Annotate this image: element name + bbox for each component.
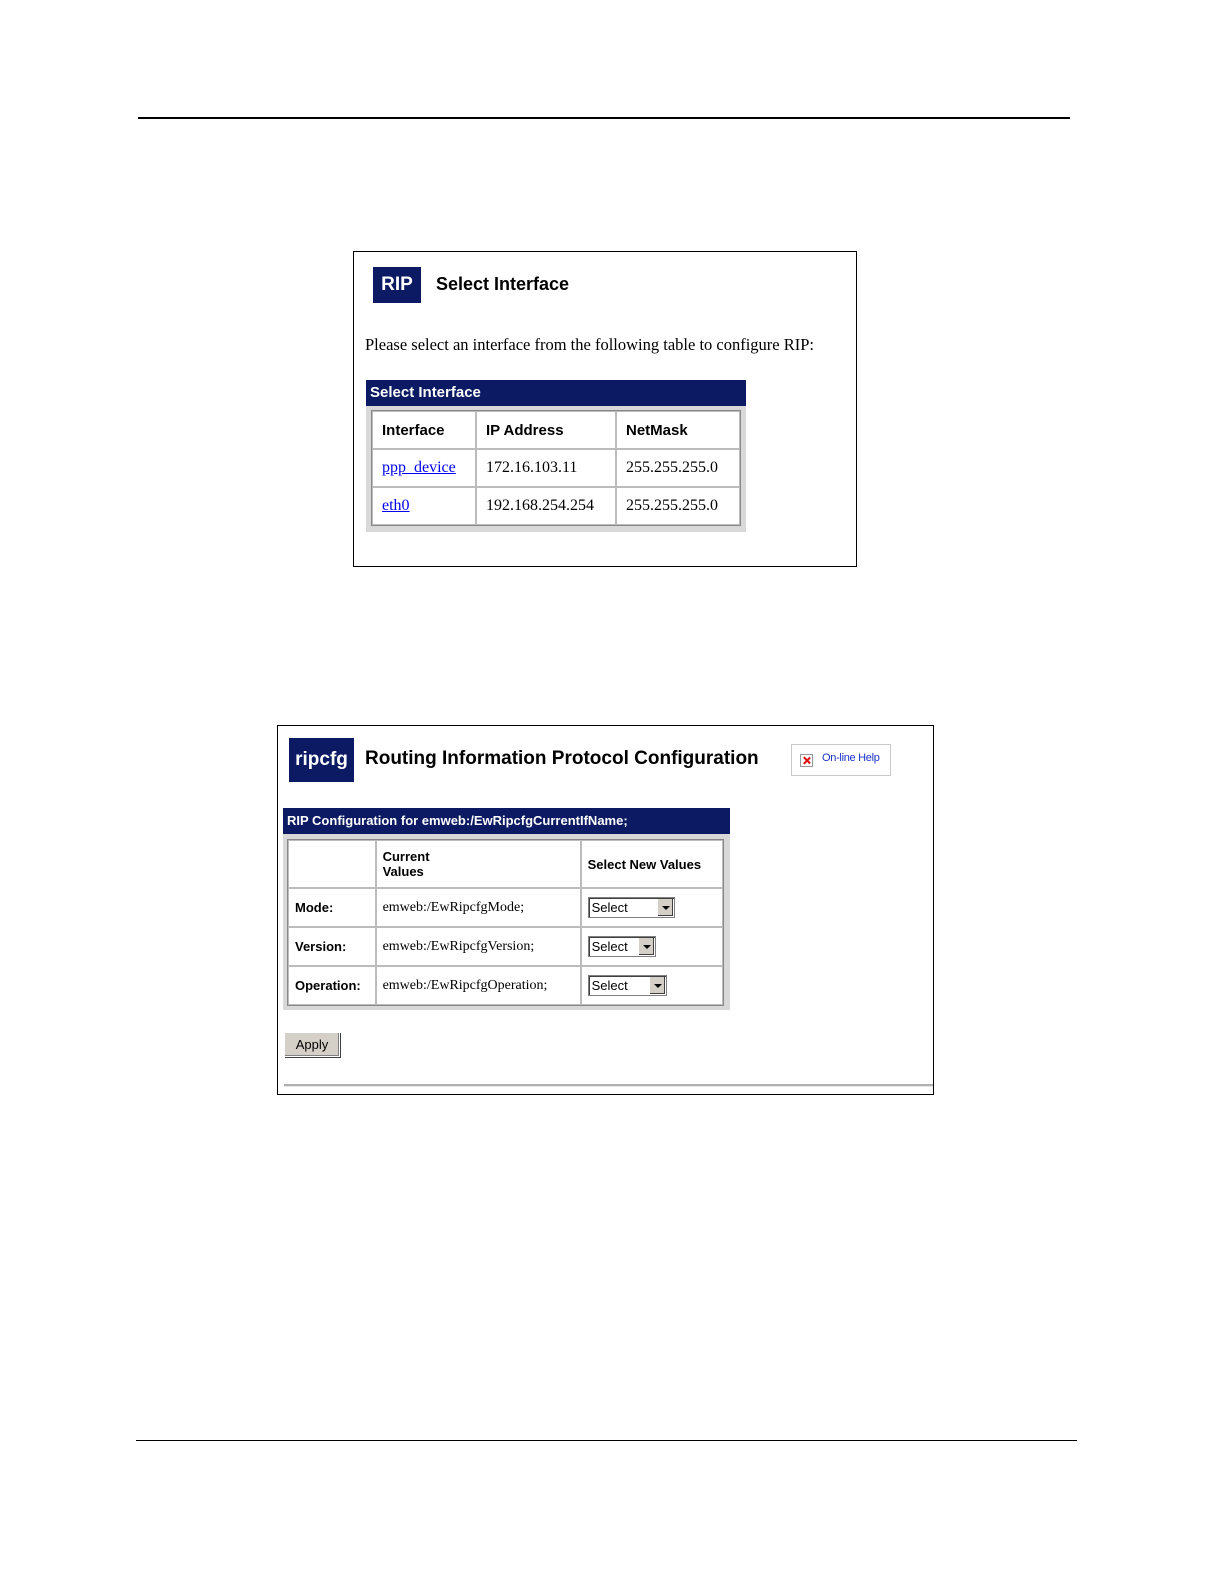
page-title: Routing Information Protocol Configuration: [365, 748, 759, 769]
column-header-interface: Interface: [372, 411, 476, 449]
table-header-row: [372, 411, 740, 449]
mode-select[interactable]: Select: [588, 897, 675, 918]
panel-header: RIP Configuration for emweb:/EwRipcfgCurrentIfName;: [283, 808, 730, 834]
online-help-label: On-line Help: [822, 752, 880, 764]
online-help-button[interactable]: [791, 744, 891, 776]
ripcfg-badge: ripcfg: [289, 738, 354, 782]
row-label-version: Version:: [288, 927, 376, 966]
instruction-text: Please select an interface from the following table to configure RIP:: [365, 335, 815, 354]
column-header-ip-address: IP Address: [476, 411, 616, 449]
operation-select[interactable]: Select: [588, 975, 667, 996]
column-header-netmask: NetMask: [616, 411, 740, 449]
column-header-blank: [288, 840, 376, 888]
row-label-operation: Operation:: [288, 966, 376, 1005]
rip-config-table: [287, 839, 724, 1006]
table-row: [288, 888, 723, 927]
apply-button[interactable]: Apply: [284, 1032, 340, 1057]
interface-cell: [372, 487, 476, 525]
interface-link-eth0[interactable]: eth0: [382, 497, 410, 514]
chevron-down-icon: [638, 938, 654, 955]
version-select[interactable]: Select: [588, 936, 656, 957]
chevron-down-icon: [657, 899, 673, 916]
panel-header: Select Interface: [366, 380, 746, 406]
column-header-select-new-values: Select New Values: [581, 840, 723, 888]
broken-image-icon: [800, 754, 813, 767]
rip-badge: RIP: [373, 267, 421, 303]
rip-configuration-panel: [283, 808, 730, 1010]
ip-address-cell: 192.168.254.254: [476, 487, 616, 525]
select-cell: [581, 966, 723, 1005]
row-label-mode: Mode:: [288, 888, 376, 927]
column-header-current-values: Current Values: [376, 840, 581, 888]
chevron-down-icon: [649, 977, 665, 994]
select-cell: [581, 927, 723, 966]
interface-cell: [372, 449, 476, 487]
ip-address-cell: 172.16.103.11: [476, 449, 616, 487]
horizontal-divider: [284, 1084, 934, 1087]
select-cell: [581, 888, 723, 927]
table-header-row: [288, 840, 723, 888]
ripcfg-screenshot: [277, 725, 934, 1095]
netmask-cell: 255.255.255.0: [616, 449, 740, 487]
rip-select-interface-screenshot: [353, 251, 857, 567]
table-row: [288, 927, 723, 966]
page-bottom-rule: [136, 1440, 1077, 1441]
current-value-mode: emweb:/EwRipcfgMode;: [376, 888, 581, 927]
current-value-version: emweb:/EwRipcfgVersion;: [376, 927, 581, 966]
page-top-rule: [138, 117, 1070, 119]
table-row: [288, 966, 723, 1005]
page-title: Select Interface: [436, 274, 570, 294]
table-row: [372, 487, 740, 525]
current-value-operation: emweb:/EwRipcfgOperation;: [376, 966, 581, 1005]
interface-table: [371, 410, 741, 526]
select-interface-panel: [366, 380, 746, 532]
table-row: [372, 449, 740, 487]
netmask-cell: 255.255.255.0: [616, 487, 740, 525]
interface-link-ppp-device[interactable]: ppp_device: [382, 459, 456, 476]
